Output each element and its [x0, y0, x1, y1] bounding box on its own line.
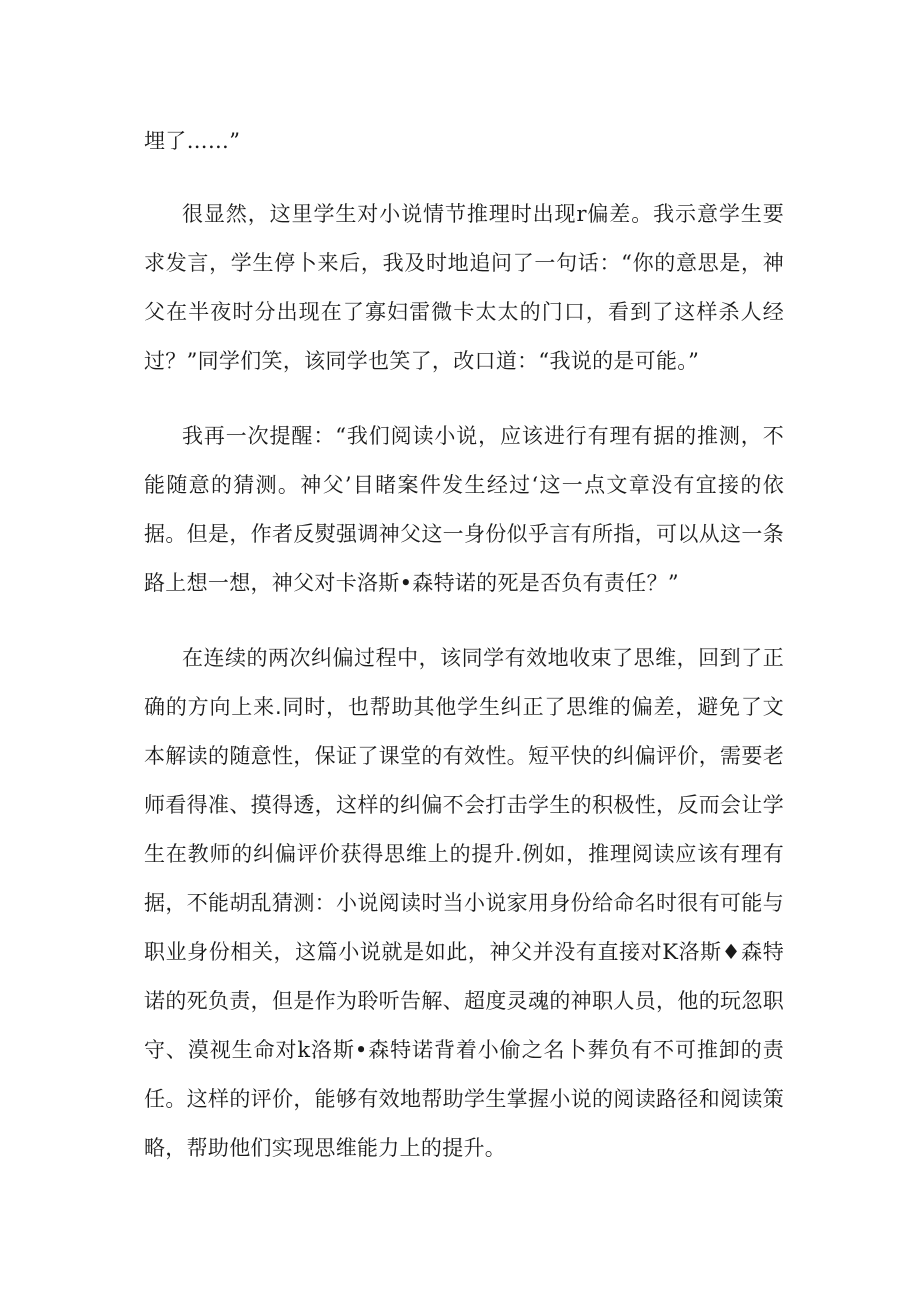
- paragraph-continuation: 埋了……”: [144, 129, 241, 153]
- paragraph-teacher-reminder: 我再一次提醒：“我们阅读小说，应该进行有理有据的推测，不能随意的猜测。神父’目睹案件发生经过‘这一点文章没有宜接的依据。但是，作者反熨强调神父这一身份似乎言有所指，可以从这一条路上想一想，神父对卡洛斯•森特诺的死是否负有责任？”: [144, 424, 784, 595]
- paragraph-correction-evaluation: [144, 634, 784, 1173]
- paragraph-correction-example-run: 例如，推理阅读应该有理有据，不能胡乱猜测：小说阅读时当小说家用身份给命名时很有可能与职业身份相关，这篇小说就是如此，神父并没有直接对K洛斯♦森特诺的死负责，但是作为聆听告解、超度灵魂的神职人员，他的玩忽职守、漠视生命对k洛斯•森特诺背着小偷之名卜葬负有不可推卸的责任。这样的评价，能够有效地帮助学生掌握小说的阅读路径和阅读策略，帮助他们实现思维能力上的提升。: [144, 842, 784, 1160]
- paragraph-student-deviation: 很显然，这里学生对小说情节推理时出现r偏差。我示意学生要求发言，学生停卜来后，我及时地追问了一句话：“你的意思是，神父在半夜时分出现在了寡妇雷微卡太太的门口，看到了这样杀人经过？”同学们笑，该同学也笑了，改口道：“我说的是可能。”: [144, 202, 784, 373]
- paragraph-correction-sans-run: 在连续的两次纠偏过程中，该同学有效地收束了思维，回到了正确的方向上来.同时，也帮助其他学生纠正了思维的偏差，避免了文本解读的随意性，保证了课堂的有效性。短平快的纠偏评价，需要老师看得准、摸得透，这样的纠偏不会打击学生的积极性，反而会让学生在教师的纠偏评价获得思维上的提升.: [144, 646, 784, 866]
